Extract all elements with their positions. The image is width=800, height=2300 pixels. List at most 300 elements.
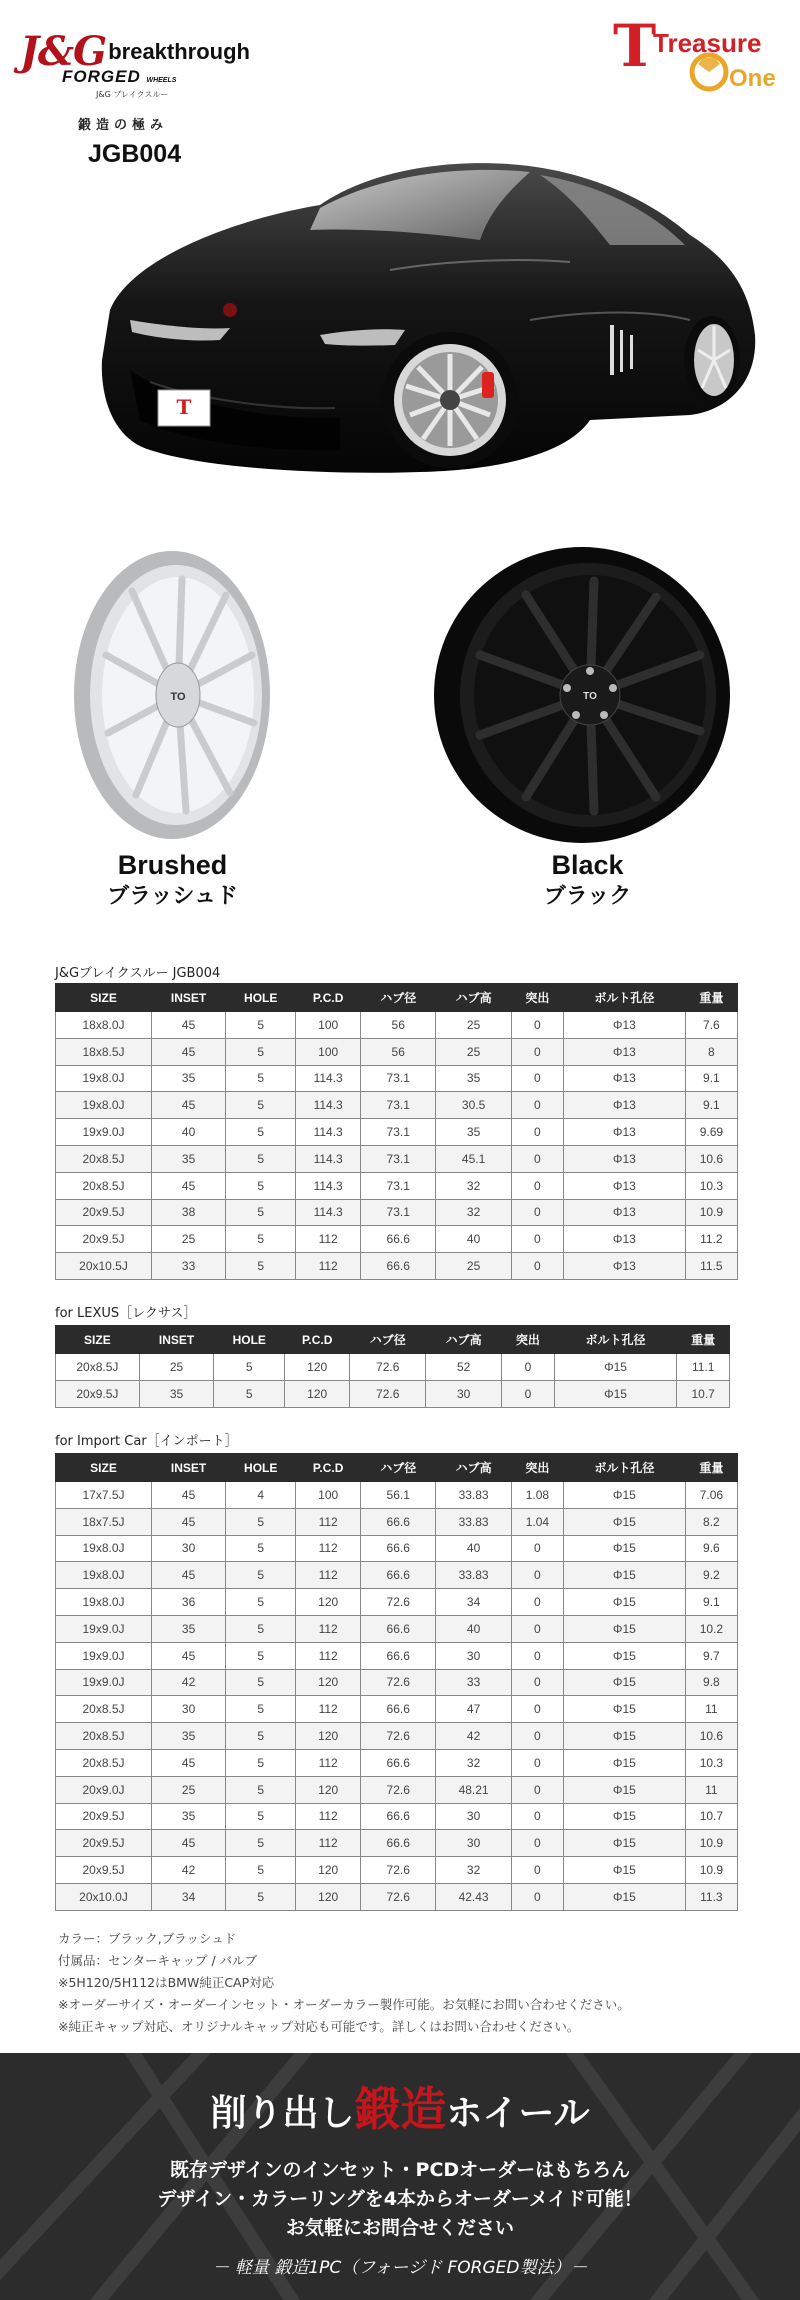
column-header-bolt-hole: ボルト孔径 — [554, 1326, 677, 1354]
cell-inset: 45 — [152, 1562, 226, 1589]
table-row — [56, 1562, 738, 1589]
cell-weight: 9.7 — [685, 1642, 737, 1669]
cell-bolt-hole: Φ15 — [563, 1723, 685, 1750]
banner-footer: － 軽量 鍛造1PC（フォージド FORGED製法）－ — [212, 2258, 588, 2278]
column-header-weight: 重量 — [685, 984, 737, 1012]
cell-bolt-hole: Φ15 — [563, 1749, 685, 1776]
cell-inset: 45 — [152, 1012, 226, 1039]
cell-hub-diameter: 72.6 — [361, 1776, 436, 1803]
cell-weight: 11.3 — [685, 1883, 737, 1910]
black-label — [505, 850, 670, 910]
promo-banner — [0, 2053, 800, 2300]
cell-pcd: 112 — [296, 1253, 361, 1280]
cell-hub-height: 30 — [436, 1803, 511, 1830]
banner-line-2: デザイン・カラーリングを4本からオーダーメイド可能！ — [157, 2188, 643, 2210]
note-custom-order: ※オーダーサイズ・オーダーインセット・オーダーカラー製作可能。お気軽にお問い合わせください。 — [58, 1997, 630, 2012]
cell-size: 19x9.0J — [56, 1119, 152, 1146]
brand-main-text: J&G — [20, 28, 107, 75]
table-title-lexus: for LEXUS［レクサス］ — [55, 1306, 197, 1321]
cell-size: 20x8.5J — [56, 1172, 152, 1199]
cell-hole: 5 — [226, 1119, 296, 1146]
cell-hub-diameter: 73.1 — [361, 1065, 436, 1092]
cell-inset: 42 — [152, 1669, 226, 1696]
cell-weight: 10.9 — [685, 1830, 737, 1857]
cell-weight: 10.6 — [685, 1723, 737, 1750]
cell-weight: 9.1 — [685, 1065, 737, 1092]
banner-title-accent: 鍛造 — [354, 2082, 447, 2136]
column-header-hole: HOLE — [226, 1454, 296, 1482]
brand-forged-word: FORGED — [62, 67, 141, 86]
cell-hub-height: 45.1 — [436, 1145, 511, 1172]
cell-hub-diameter: 56 — [361, 1012, 436, 1039]
cell-weight: 7.6 — [685, 1012, 737, 1039]
cell-hub-height: 42.43 — [436, 1883, 511, 1910]
cell-bolt-hole: Φ15 — [563, 1642, 685, 1669]
table-row — [56, 1199, 738, 1226]
table-row — [56, 1119, 738, 1146]
column-header-pcd: P.C.D — [296, 984, 361, 1012]
cell-weight: 10.9 — [685, 1199, 737, 1226]
cell-inset: 45 — [152, 1642, 226, 1669]
cell-pcd: 112 — [296, 1615, 361, 1642]
cell-hub-diameter: 73.1 — [361, 1092, 436, 1119]
cell-pcd: 120 — [296, 1776, 361, 1803]
table-header-row — [56, 984, 738, 1012]
brand-wheels-word: WHEELS — [146, 77, 177, 84]
car-photo — [90, 150, 790, 490]
column-header-weight: 重量 — [677, 1326, 730, 1354]
cell-size: 20x8.5J — [56, 1696, 152, 1723]
cell-protrusion: 0 — [511, 1749, 563, 1776]
logo-treasure-text: Treasure — [653, 28, 762, 58]
cell-pcd: 120 — [285, 1380, 350, 1407]
cell-hub-height: 30 — [436, 1830, 511, 1857]
spec-table-lexus — [55, 1325, 730, 1408]
black-name-en: Black — [551, 850, 624, 880]
cell-bolt-hole: Φ13 — [563, 1012, 685, 1039]
cell-weight: 10.3 — [685, 1749, 737, 1776]
cell-inset: 45 — [152, 1830, 226, 1857]
cell-protrusion: 0 — [511, 1696, 563, 1723]
cell-bolt-hole: Φ13 — [563, 1119, 685, 1146]
cell-weight: 9.6 — [685, 1535, 737, 1562]
brand-breakthrough-text: breakthrough — [108, 39, 250, 64]
cell-inset: 30 — [152, 1696, 226, 1723]
cell-hub-diameter: 73.1 — [361, 1199, 436, 1226]
cell-hole: 4 — [226, 1482, 296, 1509]
table-row — [56, 1226, 738, 1253]
svg-text:T: T — [176, 395, 192, 419]
table-row — [56, 1482, 738, 1509]
tagline: 鍛造の極み — [78, 118, 169, 133]
cell-hub-diameter: 72.6 — [361, 1857, 436, 1884]
cell-pcd: 114.3 — [296, 1172, 361, 1199]
cell-weight: 10.9 — [685, 1857, 737, 1884]
cell-hub-diameter: 72.6 — [361, 1669, 436, 1696]
cell-protrusion: 0 — [511, 1038, 563, 1065]
cell-hole: 5 — [226, 1038, 296, 1065]
column-header-pcd: P.C.D — [296, 1454, 361, 1482]
cell-size: 19x8.0J — [56, 1535, 152, 1562]
table-row — [56, 1723, 738, 1750]
cell-protrusion: 0 — [511, 1830, 563, 1857]
column-header-inset: INSET — [139, 1326, 214, 1354]
cell-pcd: 112 — [296, 1696, 361, 1723]
table-row — [56, 1065, 738, 1092]
cell-hub-height: 25 — [436, 1038, 511, 1065]
cell-hole: 5 — [226, 1535, 296, 1562]
cell-hub-height: 33.83 — [436, 1482, 511, 1509]
cell-hub-height: 25 — [436, 1012, 511, 1039]
cell-protrusion: 0 — [502, 1380, 555, 1407]
cell-inset: 25 — [152, 1776, 226, 1803]
column-header-hub-height: ハブ高 — [426, 1326, 502, 1354]
cell-hole: 5 — [226, 1145, 296, 1172]
table-row — [56, 1508, 738, 1535]
cell-hub-diameter: 66.6 — [361, 1615, 436, 1642]
cell-protrusion: 0 — [511, 1803, 563, 1830]
cell-weight: 9.1 — [685, 1589, 737, 1616]
cell-hub-height: 30 — [436, 1642, 511, 1669]
cell-hole: 5 — [226, 1696, 296, 1723]
cell-hub-diameter: 66.6 — [361, 1562, 436, 1589]
cell-size: 20x10.0J — [56, 1883, 152, 1910]
column-header-inset: INSET — [152, 984, 226, 1012]
cell-hub-diameter: 72.6 — [361, 1883, 436, 1910]
cell-hole: 5 — [214, 1380, 285, 1407]
cell-hub-height: 35 — [436, 1065, 511, 1092]
cell-pcd: 120 — [296, 1857, 361, 1884]
cell-inset: 38 — [152, 1199, 226, 1226]
cell-pcd: 120 — [296, 1669, 361, 1696]
cell-inset: 34 — [152, 1883, 226, 1910]
cell-size: 17x7.5J — [56, 1482, 152, 1509]
cell-inset: 25 — [139, 1354, 214, 1381]
cell-weight: 10.7 — [685, 1803, 737, 1830]
cell-hub-diameter: 66.6 — [361, 1642, 436, 1669]
cell-bolt-hole: Φ15 — [563, 1669, 685, 1696]
cell-size: 19x8.0J — [56, 1562, 152, 1589]
table-title-import: for Import Car［インポート］ — [55, 1434, 238, 1449]
cell-bolt-hole: Φ13 — [563, 1145, 685, 1172]
cell-hub-diameter: 56 — [361, 1038, 436, 1065]
table-row — [56, 1776, 738, 1803]
cell-hub-height: 42 — [436, 1723, 511, 1750]
cell-protrusion: 1.04 — [511, 1508, 563, 1535]
cell-hub-height: 40 — [436, 1535, 511, 1562]
cell-protrusion: 0 — [511, 1145, 563, 1172]
cell-hole: 5 — [226, 1589, 296, 1616]
column-header-hole: HOLE — [214, 1326, 285, 1354]
table-row — [56, 1354, 730, 1381]
note-bmw-cap: ※5H120/5H112はBMW純正CAP対応 — [58, 1975, 275, 1990]
cell-inset: 36 — [152, 1589, 226, 1616]
cell-inset: 40 — [152, 1119, 226, 1146]
cell-protrusion: 0 — [511, 1226, 563, 1253]
table-header-row — [56, 1454, 738, 1482]
cell-inset: 45 — [152, 1092, 226, 1119]
cell-size: 20x8.5J — [56, 1145, 152, 1172]
brand-jp-text: J&G ブレイクスルー — [96, 90, 169, 99]
cell-hub-height: 40 — [436, 1226, 511, 1253]
cell-hub-diameter: 66.6 — [361, 1749, 436, 1776]
cell-hole: 5 — [226, 1642, 296, 1669]
note-caps: ※純正キャップ対応、オリジナルキャップ対応も可能です。詳しくはお問い合わせください。 — [58, 2019, 580, 2034]
cell-bolt-hole: Φ15 — [563, 1535, 685, 1562]
cell-protrusion: 1.08 — [511, 1482, 563, 1509]
cell-pcd: 114.3 — [296, 1119, 361, 1146]
cell-hub-diameter: 72.6 — [350, 1380, 426, 1407]
cell-size: 18x8.0J — [56, 1012, 152, 1039]
column-header-protrusion: 突出 — [511, 1454, 563, 1482]
column-header-size: SIZE — [56, 1454, 152, 1482]
column-header-hub-diameter: ハブ径 — [350, 1326, 426, 1354]
cell-hub-height: 40 — [436, 1615, 511, 1642]
column-header-bolt-hole: ボルト孔径 — [563, 984, 685, 1012]
banner-line-3: お気軽にお問合せください — [285, 2217, 514, 2239]
cell-pcd: 112 — [296, 1226, 361, 1253]
column-header-hub-height: ハブ高 — [436, 984, 511, 1012]
cell-size: 20x9.5J — [56, 1803, 152, 1830]
column-header-hub-diameter: ハブ径 — [361, 1454, 436, 1482]
table-row — [56, 1253, 738, 1280]
cell-bolt-hole: Φ13 — [563, 1172, 685, 1199]
cell-weight: 8.2 — [685, 1508, 737, 1535]
cell-size: 19x9.0J — [56, 1615, 152, 1642]
cell-protrusion: 0 — [511, 1723, 563, 1750]
cell-inset: 45 — [152, 1508, 226, 1535]
cell-bolt-hole: Φ15 — [563, 1883, 685, 1910]
cell-hole: 5 — [226, 1723, 296, 1750]
banner-title — [0, 2073, 800, 2139]
cell-inset: 33 — [152, 1253, 226, 1280]
table-row — [56, 1145, 738, 1172]
cell-pcd: 112 — [296, 1803, 361, 1830]
cell-protrusion: 0 — [511, 1253, 563, 1280]
cell-inset: 35 — [152, 1065, 226, 1092]
cell-hub-diameter: 73.1 — [361, 1145, 436, 1172]
cell-bolt-hole: Φ13 — [563, 1065, 685, 1092]
table-row — [56, 1642, 738, 1669]
cell-protrusion: 0 — [511, 1615, 563, 1642]
cell-pcd: 100 — [296, 1012, 361, 1039]
table-row — [56, 1092, 738, 1119]
cell-bolt-hole: Φ13 — [563, 1038, 685, 1065]
banner-title-post: ホイール — [446, 2093, 590, 2134]
brushed-label — [90, 850, 255, 910]
cell-weight: 11 — [685, 1696, 737, 1723]
cell-bolt-hole: Φ15 — [563, 1830, 685, 1857]
cell-protrusion: 0 — [511, 1883, 563, 1910]
cell-hole: 5 — [226, 1199, 296, 1226]
model-name: JGB004 — [88, 140, 182, 168]
cell-hole: 5 — [226, 1803, 296, 1830]
cell-weight: 9.69 — [685, 1119, 737, 1146]
cell-weight: 11 — [685, 1776, 737, 1803]
cell-hole: 5 — [226, 1615, 296, 1642]
svg-text:TO: TO — [170, 691, 186, 703]
brand-logo — [20, 28, 280, 100]
cell-weight: 9.8 — [685, 1669, 737, 1696]
cell-hub-height: 32 — [436, 1199, 511, 1226]
column-header-bolt-hole: ボルト孔径 — [563, 1454, 685, 1482]
cell-pcd: 114.3 — [296, 1145, 361, 1172]
note-accessories: 付属品：センターキャップ / バルブ — [58, 1953, 258, 1968]
cell-hub-diameter: 72.6 — [361, 1723, 436, 1750]
cell-protrusion: 0 — [511, 1669, 563, 1696]
cell-weight: 9.1 — [685, 1092, 737, 1119]
cell-size: 18x7.5J — [56, 1508, 152, 1535]
cell-weight: 9.2 — [685, 1562, 737, 1589]
cell-weight: 8 — [685, 1038, 737, 1065]
cell-hole: 5 — [214, 1354, 285, 1381]
cell-pcd: 114.3 — [296, 1092, 361, 1119]
cell-protrusion: 0 — [511, 1172, 563, 1199]
cell-hub-diameter: 72.6 — [350, 1354, 426, 1381]
cell-bolt-hole: Φ13 — [563, 1092, 685, 1119]
cell-weight: 10.3 — [685, 1172, 737, 1199]
table-row — [56, 1012, 738, 1039]
cell-protrusion: 0 — [511, 1065, 563, 1092]
spec-table-jgb004 — [55, 983, 738, 1280]
cell-inset: 35 — [152, 1615, 226, 1642]
cell-hub-diameter: 66.6 — [361, 1226, 436, 1253]
cell-inset: 35 — [152, 1723, 226, 1750]
cell-size: 20x9.5J — [56, 1380, 140, 1407]
banner-title-pre: 削り出し — [210, 2093, 355, 2134]
column-header-hub-height: ハブ高 — [436, 1454, 511, 1482]
cell-hole: 5 — [226, 1776, 296, 1803]
cell-weight: 10.7 — [677, 1380, 730, 1407]
table-row — [56, 1883, 738, 1910]
cell-inset: 45 — [152, 1749, 226, 1776]
table-row — [56, 1749, 738, 1776]
brushed-name-jp: ブラッシュド — [106, 883, 239, 908]
column-header-protrusion: 突出 — [511, 984, 563, 1012]
cell-size: 19x9.0J — [56, 1669, 152, 1696]
cell-weight: 10.6 — [685, 1145, 737, 1172]
cell-protrusion: 0 — [511, 1642, 563, 1669]
cell-hub-height: 33.83 — [436, 1562, 511, 1589]
cell-size: 19x9.0J — [56, 1642, 152, 1669]
cell-hub-height: 48.21 — [436, 1776, 511, 1803]
table-title-jgb004: J&Gブレイクスルー JGB004 — [55, 966, 221, 981]
cell-inset: 35 — [139, 1380, 214, 1407]
table-row — [56, 1535, 738, 1562]
cell-protrusion: 0 — [502, 1354, 555, 1381]
cell-hub-diameter: 66.6 — [361, 1696, 436, 1723]
cell-pcd: 112 — [296, 1535, 361, 1562]
logo-one-text: One — [729, 65, 776, 92]
cell-size: 19x8.0J — [56, 1092, 152, 1119]
brushed-name-en: Brushed — [117, 850, 228, 880]
cell-pcd: 100 — [296, 1482, 361, 1509]
product-notes — [58, 1928, 630, 2038]
cell-hub-height: 33.83 — [436, 1508, 511, 1535]
cell-hub-diameter: 66.6 — [361, 1253, 436, 1280]
cell-size: 20x8.5J — [56, 1354, 140, 1381]
cell-inset: 42 — [152, 1857, 226, 1884]
cell-protrusion: 0 — [511, 1562, 563, 1589]
cell-bolt-hole: Φ15 — [563, 1508, 685, 1535]
cell-pcd: 112 — [296, 1642, 361, 1669]
column-header-protrusion: 突出 — [502, 1326, 555, 1354]
cell-size: 20x9.5J — [56, 1857, 152, 1884]
cell-hub-diameter: 73.1 — [361, 1119, 436, 1146]
cell-protrusion: 0 — [511, 1589, 563, 1616]
cell-hole: 5 — [226, 1508, 296, 1535]
cell-hub-diameter: 72.6 — [361, 1589, 436, 1616]
cell-weight: 11.1 — [677, 1354, 730, 1381]
cell-bolt-hole: Φ15 — [563, 1615, 685, 1642]
cell-hole: 5 — [226, 1883, 296, 1910]
cell-bolt-hole: Φ13 — [563, 1253, 685, 1280]
cell-hub-diameter: 73.1 — [361, 1172, 436, 1199]
cell-hub-height: 32 — [436, 1172, 511, 1199]
cell-protrusion: 0 — [511, 1535, 563, 1562]
column-header-size: SIZE — [56, 984, 152, 1012]
cell-inset: 25 — [152, 1226, 226, 1253]
table-row — [56, 1172, 738, 1199]
cell-hub-height: 34 — [436, 1589, 511, 1616]
cell-bolt-hole: Φ15 — [554, 1354, 677, 1381]
cell-size: 20x9.5J — [56, 1830, 152, 1857]
cell-hole: 5 — [226, 1065, 296, 1092]
cell-hole: 5 — [226, 1669, 296, 1696]
cell-protrusion: 0 — [511, 1776, 563, 1803]
svg-text:TO: TO — [583, 691, 597, 702]
cell-hole: 5 — [226, 1226, 296, 1253]
table-row — [56, 1803, 738, 1830]
cell-size: 19x8.0J — [56, 1065, 152, 1092]
column-header-hole: HOLE — [226, 984, 296, 1012]
black-wheel-image — [432, 545, 742, 845]
column-header-inset: INSET — [152, 1454, 226, 1482]
cell-size: 20x9.0J — [56, 1776, 152, 1803]
cell-weight: 11.2 — [685, 1226, 737, 1253]
black-name-jp: ブラック — [543, 883, 632, 908]
table-row — [56, 1589, 738, 1616]
column-header-weight: 重量 — [685, 1454, 737, 1482]
cell-bolt-hole: Φ15 — [563, 1857, 685, 1884]
cell-bolt-hole: Φ15 — [563, 1803, 685, 1830]
cell-hole: 5 — [226, 1857, 296, 1884]
cell-inset: 30 — [152, 1535, 226, 1562]
banner-line-1: 既存デザインのインセット・PCDオーダーはもちろん — [169, 2159, 631, 2181]
cell-bolt-hole: Φ15 — [563, 1482, 685, 1509]
column-header-hub-diameter: ハブ径 — [361, 984, 436, 1012]
table-row — [56, 1857, 738, 1884]
cell-hole: 5 — [226, 1092, 296, 1119]
cell-size: 20x8.5J — [56, 1749, 152, 1776]
cell-pcd: 120 — [285, 1354, 350, 1381]
cell-protrusion: 0 — [511, 1199, 563, 1226]
cell-inset: 45 — [152, 1172, 226, 1199]
cell-hub-diameter: 66.6 — [361, 1535, 436, 1562]
treasure-one-logo — [611, 14, 786, 94]
cell-bolt-hole: Φ13 — [563, 1199, 685, 1226]
cell-hole: 5 — [226, 1749, 296, 1776]
cell-protrusion: 0 — [511, 1119, 563, 1146]
cell-bolt-hole: Φ15 — [563, 1589, 685, 1616]
table-header-row — [56, 1326, 730, 1354]
cell-inset: 35 — [152, 1145, 226, 1172]
cell-weight: 10.2 — [685, 1615, 737, 1642]
column-header-pcd: P.C.D — [285, 1326, 350, 1354]
cell-inset: 35 — [152, 1803, 226, 1830]
cell-hole: 5 — [226, 1562, 296, 1589]
note-colors: カラー：ブラック,ブラッシュド — [58, 1931, 237, 1946]
